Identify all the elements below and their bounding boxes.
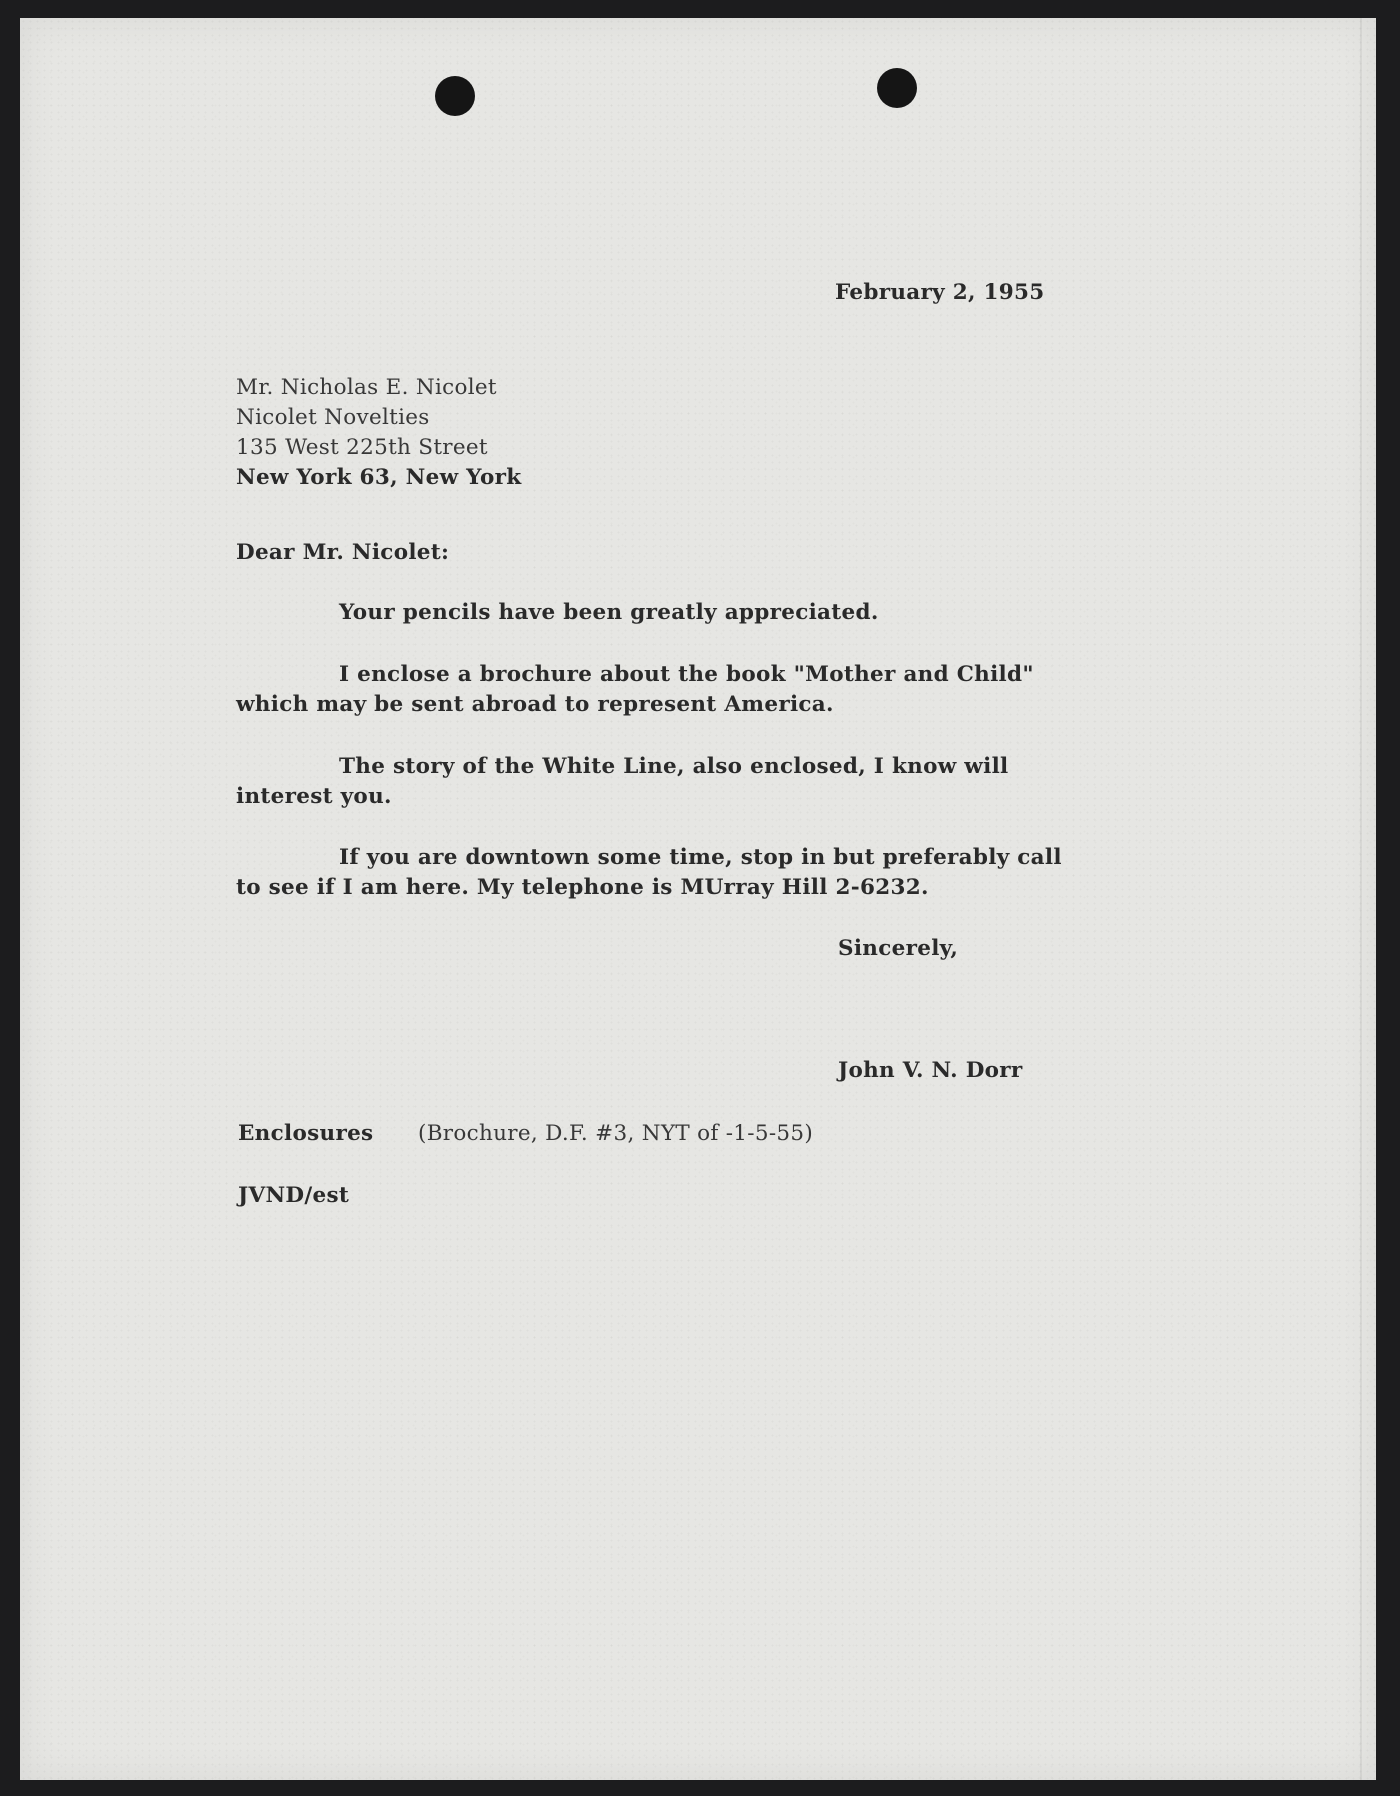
salutation: Dear Mr. Nicolet: (236, 540, 450, 565)
typist-initials: JVND/est (238, 1183, 350, 1208)
enclosures-label: Enclosures (238, 1121, 374, 1146)
signer-name: John V. N. Dorr (838, 1058, 1023, 1083)
letter-page (20, 18, 1376, 1780)
enclosures-detail: (Brochure, D.F. #3, NYT of -1-5-55) (418, 1121, 814, 1146)
paragraph-4-line-1: If you are downtown some time, stop in but preferably call (339, 845, 1062, 870)
recipient-name: Mr. Nicholas E. Nicolet (236, 375, 497, 400)
letter-date: February 2, 1955 (835, 280, 1045, 305)
paragraph-1-line-1: Your pencils have been greatly appreciated. (339, 600, 879, 625)
paragraph-2-line-2: which may be sent abroad to represent America. (236, 692, 834, 717)
recipient-company: Nicolet Novelties (236, 405, 430, 430)
letter-body (20, 18, 1376, 1780)
recipient-street: 135 West 225th Street (236, 435, 488, 460)
paragraph-2-line-1: I enclose a brochure about the book "Mother and Child" (339, 662, 1034, 687)
paragraph-3-line-2: interest you. (236, 784, 392, 809)
recipient-city: New York 63, New York (236, 465, 522, 490)
closing: Sincerely, (838, 936, 959, 961)
paragraph-4-line-2: to see if I am here. My telephone is MUrray Hill 2-6232. (236, 875, 929, 900)
paragraph-3-line-1: The story of the White Line, also enclosed, I know will (339, 754, 1009, 779)
